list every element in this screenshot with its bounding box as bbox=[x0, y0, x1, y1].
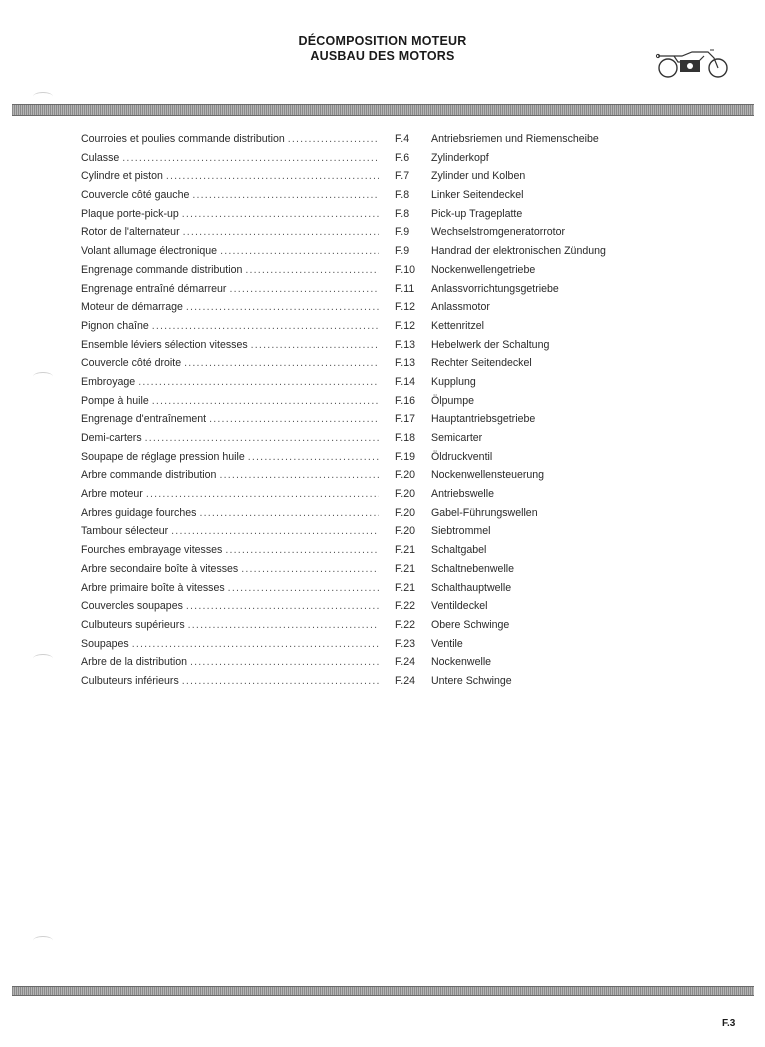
dot-leader bbox=[145, 429, 379, 448]
dot-leader bbox=[132, 635, 379, 654]
toc-label-german: Kupplung bbox=[431, 375, 476, 388]
toc-label-german: Siebtrommel bbox=[431, 525, 491, 538]
toc-label-german: Schaltgabel bbox=[431, 544, 487, 557]
dot-leader bbox=[228, 579, 379, 598]
toc-label-french: Culbuteurs supérieurs bbox=[81, 618, 185, 631]
motorcycle-icon bbox=[652, 48, 732, 80]
toc-row bbox=[0, 653, 765, 672]
toc-entry-french bbox=[81, 616, 379, 635]
toc-label-german: Obere Schwinge bbox=[431, 618, 510, 631]
toc-label-german: Schaltnebenwelle bbox=[431, 562, 515, 575]
toc-entry-french bbox=[81, 298, 379, 317]
toc-row bbox=[0, 130, 765, 149]
dot-leader bbox=[209, 410, 379, 429]
toc-row bbox=[0, 205, 765, 224]
dot-leader bbox=[166, 167, 379, 186]
toc-label-french: Engrenage entraîné démarreur bbox=[81, 282, 227, 295]
toc-row bbox=[0, 635, 765, 654]
dot-leader bbox=[183, 223, 379, 242]
toc-page-ref: F.20 bbox=[395, 469, 416, 482]
footer-divider bbox=[12, 986, 754, 996]
toc-entry-french bbox=[81, 579, 379, 598]
dot-leader bbox=[138, 373, 379, 392]
toc-entry-french bbox=[81, 597, 379, 616]
toc-page-ref: F.18 bbox=[395, 432, 416, 444]
toc-page-ref: F.16 bbox=[395, 394, 416, 407]
toc-label-french: Ensemble léviers sélection vitesses bbox=[81, 338, 248, 351]
toc-entry-french bbox=[81, 635, 379, 654]
toc-label-french: Couvercle côté droite bbox=[81, 357, 182, 370]
toc-page-ref: F.21 bbox=[395, 581, 416, 594]
toc-page-ref: F.13 bbox=[395, 338, 416, 351]
toc-page-ref: F.21 bbox=[395, 562, 416, 575]
binding-mark bbox=[33, 936, 53, 945]
toc-entry-french bbox=[81, 130, 379, 149]
dot-leader bbox=[248, 448, 379, 467]
toc-page-ref: F.10 bbox=[395, 263, 416, 276]
toc-label-french: Rotor de l'alternateur bbox=[81, 226, 180, 239]
binding-mark bbox=[33, 372, 53, 381]
dot-leader bbox=[184, 354, 379, 373]
toc-row bbox=[0, 167, 765, 186]
toc-entry-french bbox=[81, 186, 379, 205]
toc-entry-french bbox=[81, 354, 379, 373]
dot-leader bbox=[219, 466, 379, 485]
toc-page-ref: F.20 bbox=[395, 525, 416, 538]
toc-label-german: Anlassmotor bbox=[431, 301, 490, 314]
toc-row bbox=[0, 298, 765, 317]
toc-page-ref: F.13 bbox=[395, 357, 416, 370]
dot-leader bbox=[186, 298, 379, 317]
dot-leader bbox=[171, 522, 379, 541]
toc-row bbox=[0, 280, 765, 299]
toc-row bbox=[0, 672, 765, 691]
binding-mark bbox=[33, 654, 53, 663]
toc-row bbox=[0, 429, 765, 448]
toc-page-ref: F.4 bbox=[395, 133, 410, 145]
toc-label-german: Rechter Seitendeckel bbox=[431, 357, 532, 370]
toc-label-german: Pick-up Trageplatte bbox=[431, 207, 523, 220]
toc-label-german: Schalthauptwelle bbox=[431, 581, 512, 594]
toc-row bbox=[0, 448, 765, 467]
toc-label-german: Anlassvorrichtungsgetriebe bbox=[431, 282, 559, 295]
toc-row bbox=[0, 579, 765, 598]
toc-page-ref: F.14 bbox=[395, 375, 416, 388]
toc-page-ref: F.8 bbox=[395, 189, 410, 202]
toc-label-german: Kettenritzel bbox=[431, 319, 484, 332]
toc-label-german: Nockenwellengetriebe bbox=[431, 263, 536, 276]
dot-leader bbox=[182, 205, 379, 224]
toc-entry-french bbox=[81, 373, 379, 392]
toc-label-german: Hauptantriebsgetriebe bbox=[431, 413, 536, 426]
toc-row bbox=[0, 466, 765, 485]
toc-label-french: Soupapes bbox=[81, 637, 129, 650]
toc-label-french: Couvercle côté gauche bbox=[81, 189, 190, 202]
dot-leader bbox=[152, 317, 379, 336]
toc-entry-french bbox=[81, 317, 379, 336]
toc-page-ref: F.24 bbox=[395, 674, 416, 687]
toc-label-french: Cylindre et piston bbox=[81, 170, 163, 183]
toc-label-german: Hebelwerk der Schaltung bbox=[431, 338, 550, 351]
toc-row bbox=[0, 541, 765, 560]
toc-row bbox=[0, 149, 765, 168]
toc-row bbox=[0, 504, 765, 523]
toc-entry-french bbox=[81, 242, 379, 261]
toc-label-french: Arbre moteur bbox=[81, 488, 143, 501]
toc-row bbox=[0, 560, 765, 579]
toc-label-german: Linker Seitendeckel bbox=[431, 189, 524, 202]
toc-label-german: Antriebswelle bbox=[431, 488, 495, 501]
toc-entry-french bbox=[81, 167, 379, 186]
toc-entry-french bbox=[81, 522, 379, 541]
toc-page-ref: F.9 bbox=[395, 226, 410, 239]
toc-page-ref: F.7 bbox=[395, 170, 410, 183]
toc-label-french: Arbre secondaire boîte à vitesses bbox=[81, 562, 239, 575]
toc-entry-french bbox=[81, 261, 379, 280]
toc-label-german: Ölpumpe bbox=[431, 394, 474, 407]
toc-row bbox=[0, 392, 765, 411]
toc-entry-french bbox=[81, 485, 379, 504]
toc-label-french: Soupape de réglage pression huile bbox=[81, 450, 245, 463]
toc-label-french: Engrenage commande distribution bbox=[81, 263, 243, 276]
dot-leader bbox=[229, 280, 379, 299]
toc-page-ref: F.6 bbox=[395, 151, 410, 164]
dot-leader bbox=[190, 653, 379, 672]
toc-entry-french bbox=[81, 336, 379, 355]
toc-label-french: Arbre commande distribution bbox=[81, 469, 217, 482]
toc-label-french: Tambour sélecteur bbox=[81, 525, 169, 538]
toc-entry-french bbox=[81, 149, 379, 168]
toc-row bbox=[0, 597, 765, 616]
dot-leader bbox=[199, 504, 379, 523]
toc-label-french: Embroyage bbox=[81, 375, 136, 388]
toc-page-ref: F.12 bbox=[395, 319, 416, 332]
toc-page-ref: F.20 bbox=[395, 488, 416, 501]
dot-leader bbox=[225, 541, 379, 560]
dot-leader bbox=[251, 336, 379, 355]
toc-label-french: Arbres guidage fourches bbox=[81, 506, 197, 519]
dot-leader bbox=[186, 597, 379, 616]
toc-row bbox=[0, 317, 765, 336]
toc-page-ref: F.9 bbox=[395, 245, 410, 258]
toc-label-german: Semicarter bbox=[431, 432, 483, 444]
toc-row bbox=[0, 522, 765, 541]
toc-page-ref: F.21 bbox=[395, 544, 416, 557]
toc-row bbox=[0, 242, 765, 261]
toc-label-german: Untere Schwinge bbox=[431, 674, 512, 687]
toc-label-french: Pignon chaîne bbox=[81, 319, 149, 332]
toc-entry-french bbox=[81, 672, 379, 691]
dot-leader bbox=[241, 560, 379, 579]
toc-label-french: Culasse bbox=[81, 151, 120, 164]
toc-label-french: Couvercles soupapes bbox=[81, 600, 183, 613]
toc-label-french: Plaque porte-pick-up bbox=[81, 207, 179, 220]
toc-page-ref: F.19 bbox=[395, 450, 416, 463]
toc-label-german: Öldruckventil bbox=[431, 450, 493, 463]
toc-entry-french bbox=[81, 448, 379, 467]
toc-row bbox=[0, 616, 765, 635]
table-of-contents bbox=[0, 130, 765, 691]
toc-row bbox=[0, 336, 765, 355]
binding-mark bbox=[33, 92, 53, 101]
toc-label-german: Ventildeckel bbox=[431, 600, 488, 613]
dot-leader bbox=[192, 186, 379, 205]
toc-entry-french bbox=[81, 280, 379, 299]
toc-page-ref: F.11 bbox=[395, 282, 415, 295]
toc-entry-french bbox=[81, 429, 379, 448]
title-german: AUSBAU DES MOTORS bbox=[310, 49, 455, 63]
toc-label-french: Fourches embrayage vitesses bbox=[81, 544, 223, 557]
dot-leader bbox=[182, 672, 379, 691]
toc-entry-french bbox=[81, 466, 379, 485]
toc-label-german: Wechselstromgeneratorrotor bbox=[431, 226, 566, 239]
toc-entry-french bbox=[81, 504, 379, 523]
toc-page-ref: F.20 bbox=[395, 506, 416, 519]
toc-row bbox=[0, 485, 765, 504]
dot-leader bbox=[146, 485, 379, 504]
toc-label-german: Handrad der elektronischen Zündung bbox=[431, 245, 606, 258]
toc-entry-french bbox=[81, 560, 379, 579]
toc-page-ref: F.24 bbox=[395, 656, 416, 669]
toc-row bbox=[0, 186, 765, 205]
toc-label-german: Zylinderkopf bbox=[431, 151, 489, 164]
toc-page-ref: F.8 bbox=[395, 207, 410, 220]
toc-label-german: Nockenwelle bbox=[431, 656, 492, 669]
toc-entry-french bbox=[81, 410, 379, 429]
toc-label-german: Zylinder und Kolben bbox=[431, 170, 526, 183]
toc-label-french: Demi-carters bbox=[81, 432, 142, 444]
toc-entry-french bbox=[81, 653, 379, 672]
toc-entry-french bbox=[81, 205, 379, 224]
toc-row bbox=[0, 223, 765, 242]
dot-leader bbox=[245, 261, 379, 280]
dot-leader bbox=[152, 392, 379, 411]
toc-label-french: Arbre primaire boîte à vitesses bbox=[81, 581, 225, 594]
toc-page-ref: F.12 bbox=[395, 301, 416, 314]
header-divider bbox=[12, 104, 754, 116]
toc-page-ref: F.23 bbox=[395, 637, 416, 650]
toc-label-french: Culbuteurs inférieurs bbox=[81, 674, 179, 687]
toc-label-french: Volant allumage électronique bbox=[81, 245, 218, 258]
toc-page-ref: F.17 bbox=[395, 413, 416, 426]
toc-label-french: Pompe à huile bbox=[81, 394, 149, 407]
toc-page-ref: F.22 bbox=[395, 618, 416, 631]
page-number: F.3 bbox=[722, 1018, 736, 1029]
toc-label-german: Antriebsriemen und Riemenscheibe bbox=[431, 133, 599, 145]
toc-label-french: Engrenage d'entraînement bbox=[81, 413, 207, 426]
toc-label-german: Nockenwellensteuerung bbox=[431, 469, 545, 482]
toc-entry-french bbox=[81, 392, 379, 411]
toc-page-ref: F.22 bbox=[395, 600, 416, 613]
dot-leader bbox=[122, 149, 379, 168]
toc-label-french: Arbre de la distribution bbox=[81, 656, 187, 669]
toc-row bbox=[0, 373, 765, 392]
toc-label-french: Courroies et poulies commande distribution bbox=[81, 133, 285, 145]
dot-leader bbox=[288, 130, 379, 149]
toc-row bbox=[0, 354, 765, 373]
toc-label-german: Ventile bbox=[431, 637, 463, 650]
dot-leader bbox=[188, 616, 379, 635]
toc-label-german: Gabel-Führungswellen bbox=[431, 506, 538, 519]
dot-leader bbox=[220, 242, 379, 261]
title-french: DÉCOMPOSITION MOTEUR bbox=[298, 34, 467, 48]
toc-label-french: Moteur de démarrage bbox=[81, 301, 183, 314]
toc-row bbox=[0, 410, 765, 429]
toc-entry-french bbox=[81, 541, 379, 560]
page-header bbox=[0, 34, 765, 64]
toc-row bbox=[0, 261, 765, 280]
toc-entry-french bbox=[81, 223, 379, 242]
